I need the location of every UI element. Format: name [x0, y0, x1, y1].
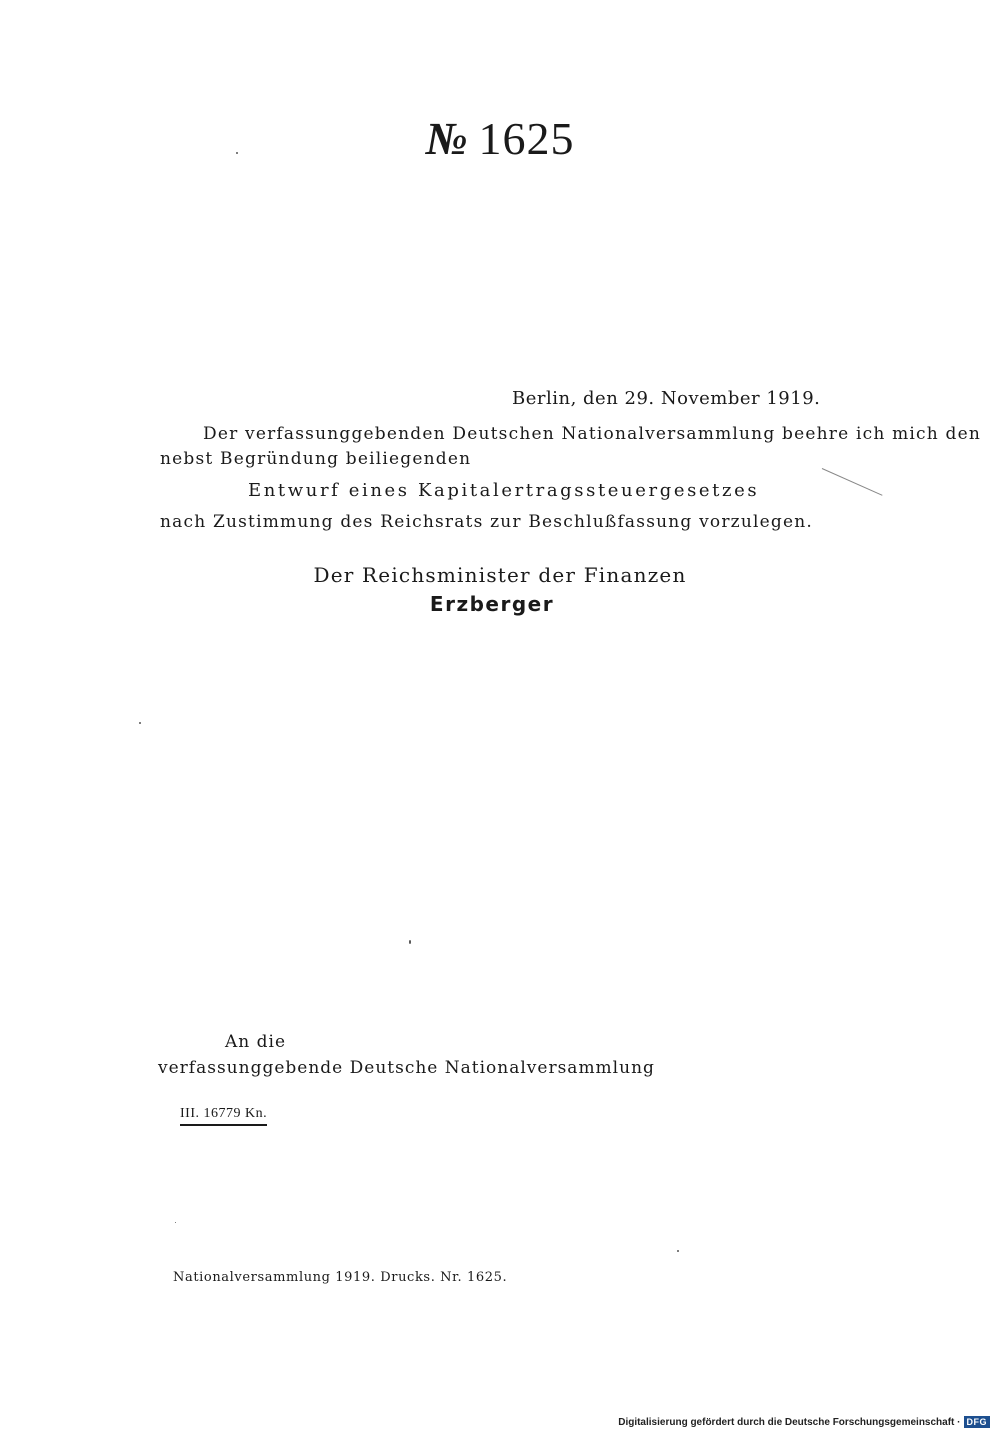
signature: Erzberger	[429, 592, 555, 616]
credit-text: Digitalisierung gefördert durch die Deutsche Forschungsgemeinschaft ·	[618, 1416, 961, 1428]
address-line-1: An die	[225, 1032, 287, 1052]
body-line-1: Der verfassunggebenden Deutschen Nationalversammlung beehre ich mich den	[203, 424, 981, 444]
bill-title: Entwurf eines Kapitalertragssteuergesetzes	[248, 480, 760, 501]
scan-speck	[236, 152, 238, 154]
scan-speck	[409, 940, 411, 944]
scan-speck	[677, 1250, 679, 1252]
body-line-2: nebst Begründung beiliegenden	[160, 449, 472, 469]
signatory-title: Der Reichsminister der Finanzen	[313, 563, 687, 587]
digitization-credit	[618, 1416, 990, 1428]
address-line-2: verfassunggebende Deutsche Nationalversammlung	[158, 1058, 655, 1078]
print-footer: Nationalversammlung 1919. Drucks. Nr. 1625.	[173, 1270, 508, 1285]
scan-speck	[175, 1222, 176, 1223]
reference-number: III. 16779 Kn.	[180, 1106, 267, 1126]
scan-artifact-line	[822, 468, 883, 496]
body-line-4: nach Zustimmung des Reichsrats zur Beschlußfassung vorzulegen.	[160, 512, 813, 532]
dateline: Berlin, den 29. November 1919.	[512, 388, 821, 409]
scan-speck	[139, 722, 141, 724]
number-sign: №	[425, 113, 469, 164]
dfg-logo: DFG	[964, 1416, 991, 1428]
document-number: 1625	[478, 113, 575, 164]
document-number-heading	[0, 112, 1000, 165]
